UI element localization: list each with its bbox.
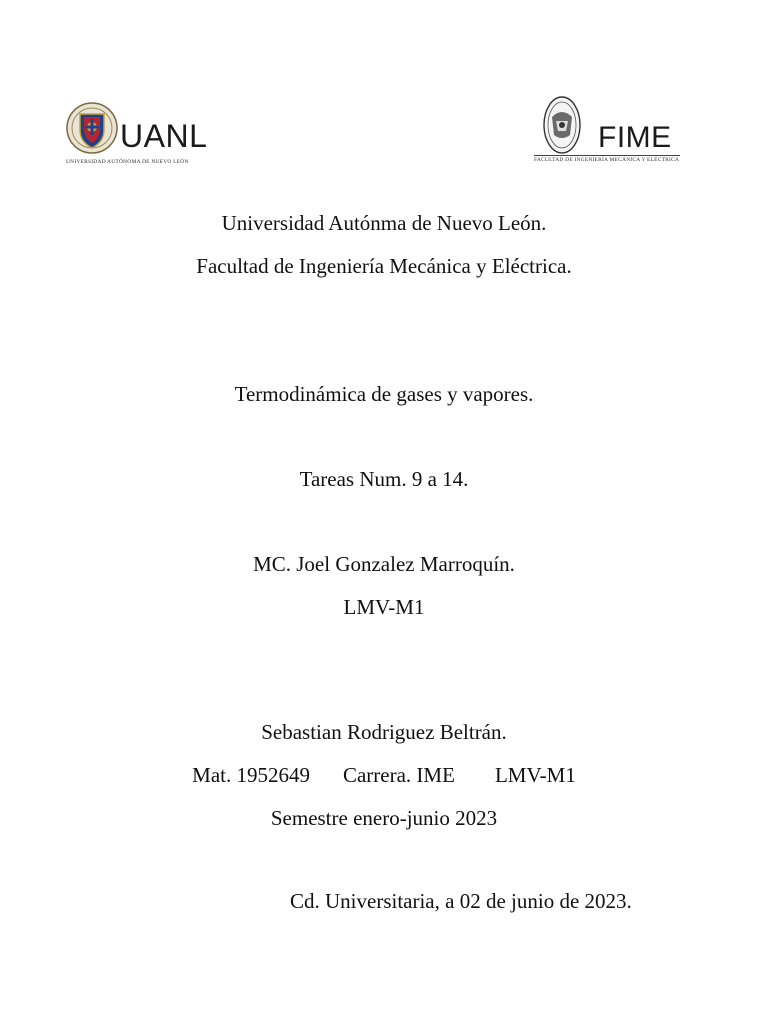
uanl-logo [66,100,216,170]
student-group: LMV-M1 [494,763,576,787]
teacher-name: MC. Joel Gonzalez Marroquín. [253,552,515,576]
fime-divider [534,155,680,156]
fime-logo [534,95,684,170]
task-range: Tareas Num. 9 a 14. [299,467,469,491]
student-career: Carrera. IME [342,763,455,787]
place-date: Cd. Universitaria, a 02 de junio de 2023. [290,889,632,913]
fime-subtitle: FACULTAD DE INGENIERÍA MECÁNICA Y ELÉCTRICA [534,157,680,163]
uanl-shield-icon [66,100,118,156]
fime-seal-icon [542,95,582,155]
student-info-row [0,762,768,788]
university-name: Universidad Autónma de Nuevo León. [221,211,547,235]
fime-wordmark: FIME [598,121,672,154]
student-matricula: Mat. 1952649 [192,763,310,787]
faculty-name: Facultad de Ingeniería Mecánica y Eléctrica. [196,254,572,278]
uanl-subtitle: UNIVERSIDAD AUTÓNOMA DE NUEVO LEÓN [66,159,189,165]
student-name: Sebastian Rodriguez Beltrán. [261,720,507,744]
course-title: Termodinámica de gases y vapores. [234,382,534,406]
teacher-group: LMV-M1 [343,595,425,619]
semester: Semestre enero-junio 2023 [270,806,498,830]
uanl-wordmark: UANL [120,118,208,154]
